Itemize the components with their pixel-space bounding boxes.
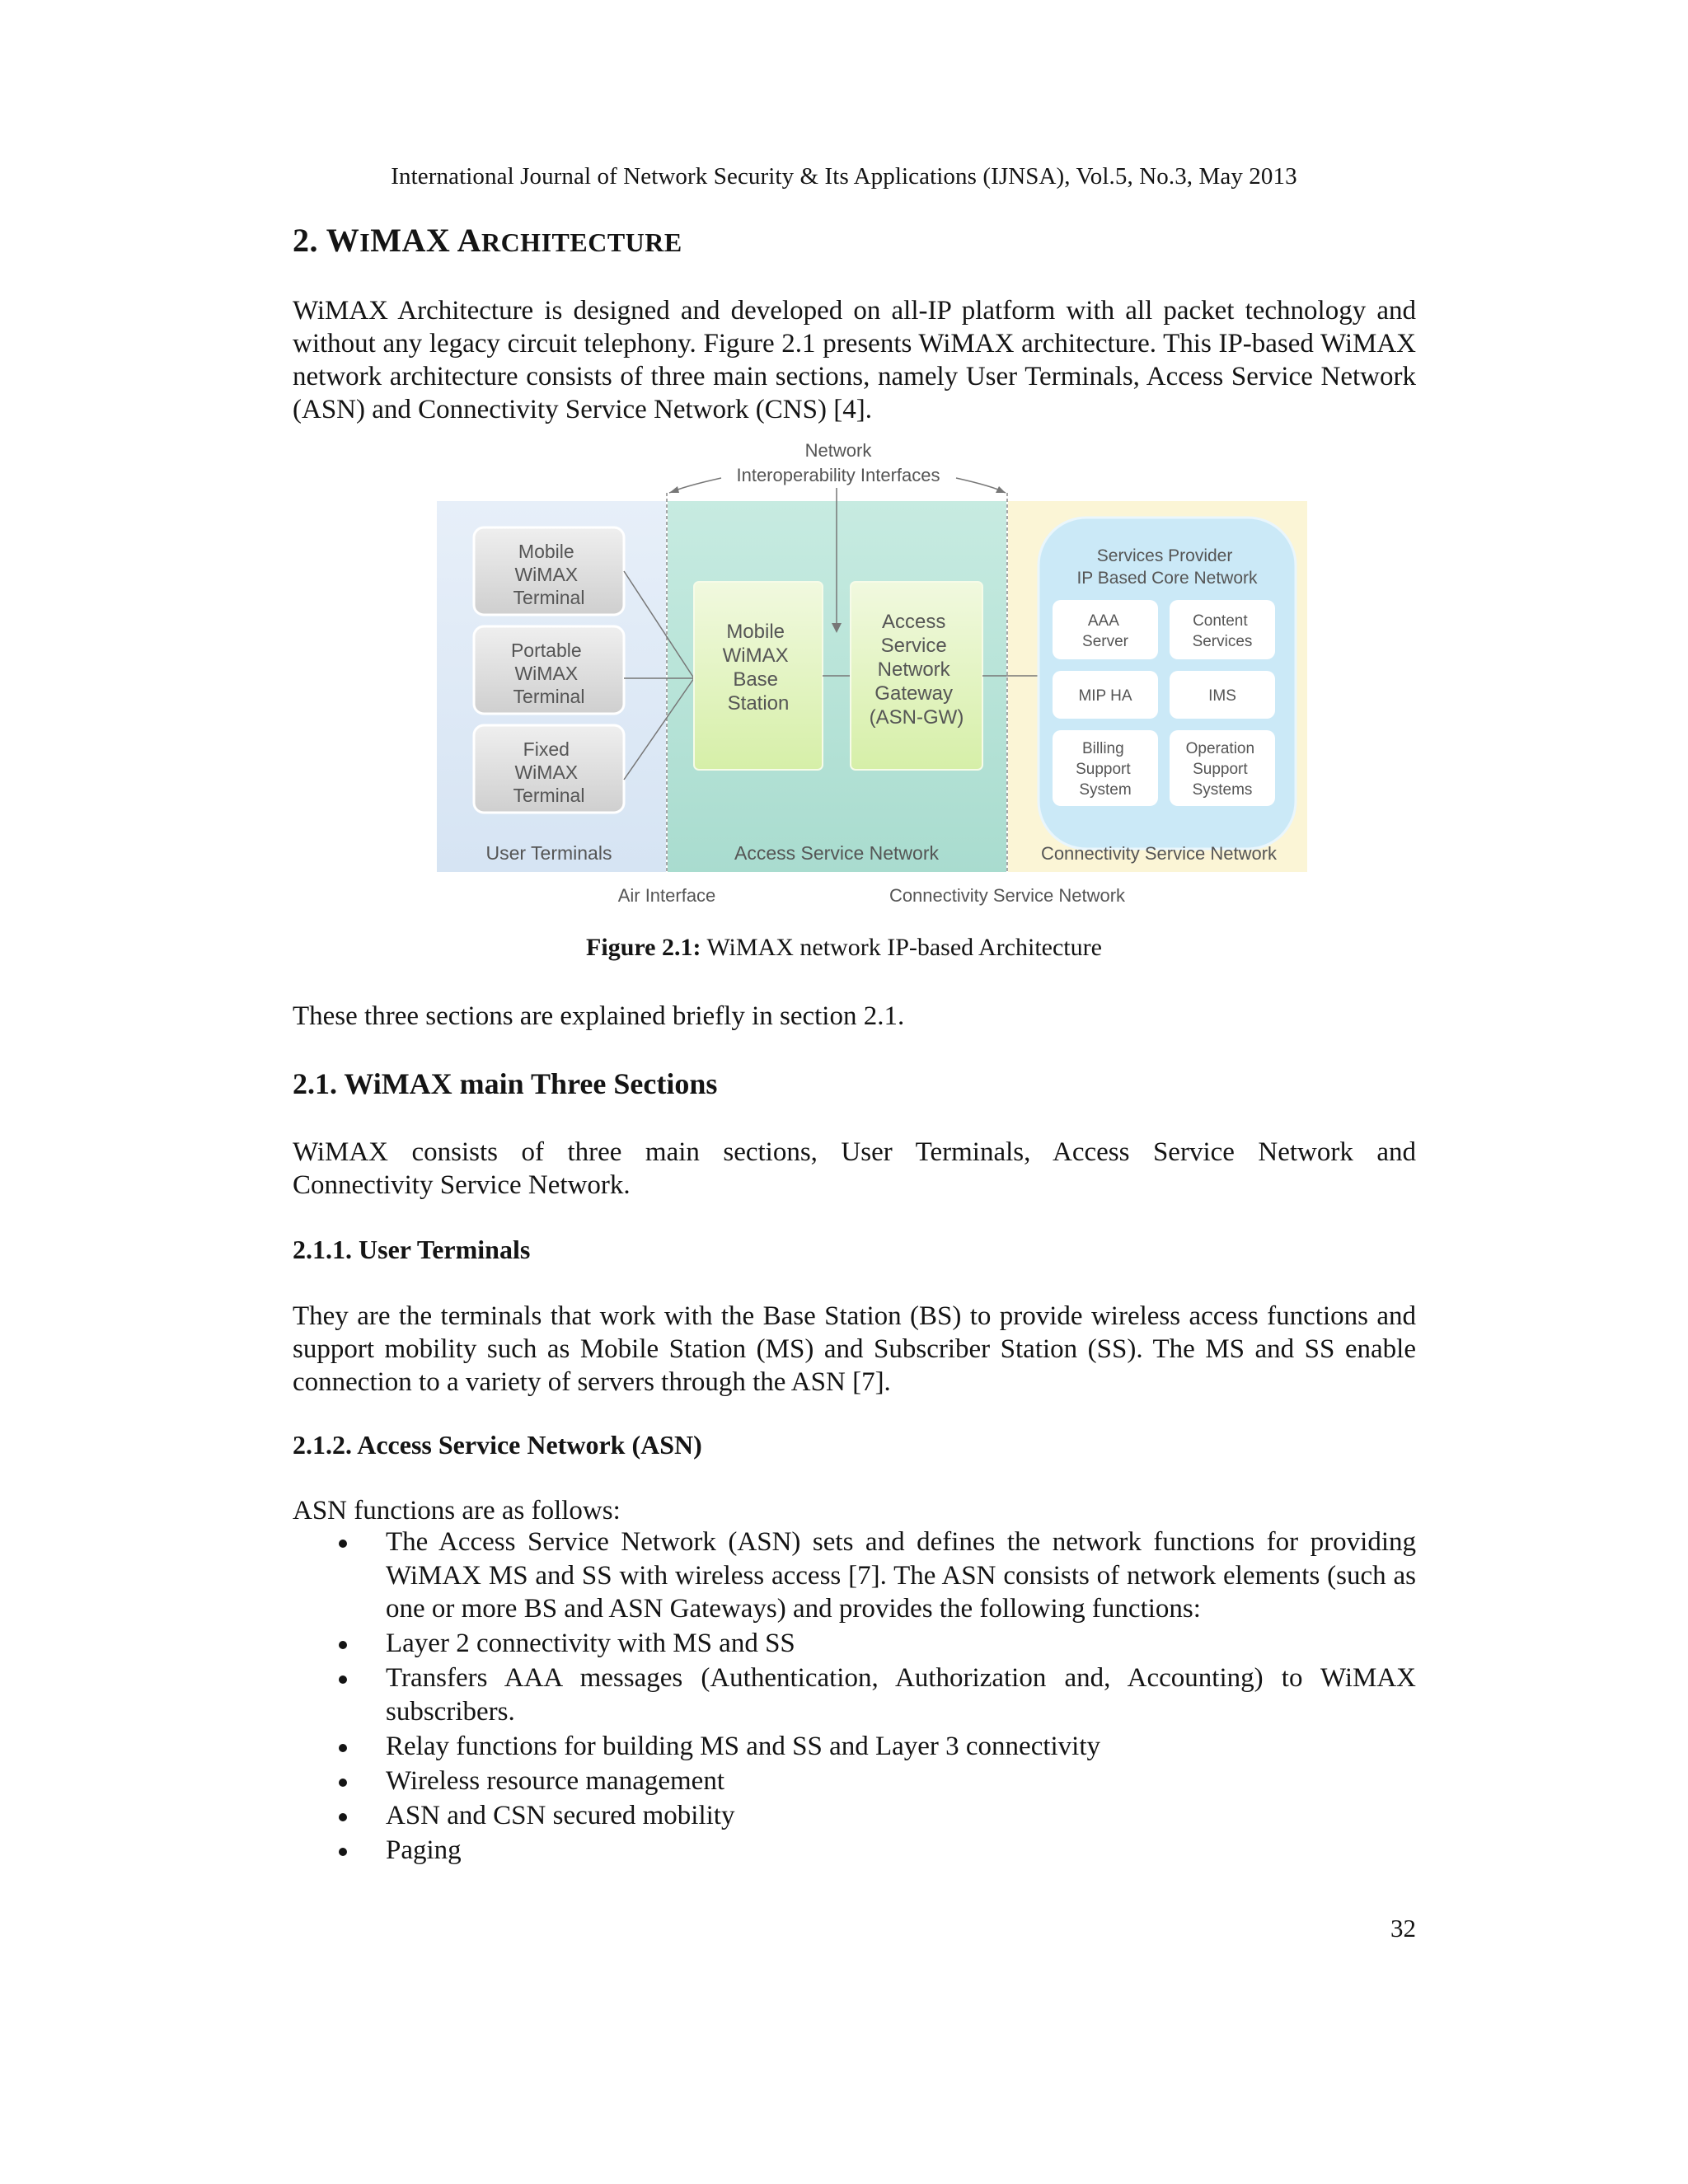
bottom-label-csn: Connectivity Service Network bbox=[889, 885, 1126, 906]
subsection-2-1-para-line-2: Connectivity Service Network. bbox=[293, 1170, 631, 1200]
ims-label: IMS bbox=[1208, 687, 1236, 705]
bullet-icon bbox=[339, 1641, 347, 1649]
section-title-i: I bbox=[359, 227, 371, 257]
subsection-2-1-1-title: 2.1.1. User Terminals bbox=[293, 1235, 531, 1264]
list-item bbox=[293, 1526, 1416, 1626]
list-item-text: Layer 2 connectivity with MS and SS bbox=[386, 1629, 795, 1658]
list-item-text: Transfers AAA messages (Authentication, Authorization and, Accounting) to WiMAX subscribers. bbox=[386, 1663, 1416, 1727]
billing-line-2: Support bbox=[1076, 761, 1131, 778]
aaa-line-2: Server bbox=[1082, 633, 1128, 650]
aaa-server-box bbox=[1053, 600, 1158, 659]
list-item bbox=[293, 1834, 1416, 1868]
list-item bbox=[293, 1627, 1416, 1661]
base-station-line-3: Base bbox=[733, 668, 779, 691]
bullet-icon bbox=[339, 1675, 347, 1684]
billing-line-1: Billing bbox=[1082, 740, 1124, 757]
fixed-terminal-line-3: Terminal bbox=[513, 785, 585, 806]
portable-terminal-line-1: Portable bbox=[510, 640, 582, 661]
gateway-line-2: Service bbox=[880, 635, 947, 657]
section-heading bbox=[293, 221, 682, 260]
base-station-line-1: Mobile bbox=[726, 621, 785, 643]
mobile-terminal-line-1: Mobile bbox=[518, 541, 574, 562]
list-item-text: Paging bbox=[386, 1835, 462, 1865]
section-number: 2. bbox=[293, 222, 318, 259]
sections-paragraph: These three sections are explained briefly in section 2.1. bbox=[293, 1001, 905, 1031]
top-label-interfaces: Interoperability Interfaces bbox=[736, 465, 940, 485]
aaa-line-1: AAA bbox=[1087, 612, 1118, 630]
base-station-line-4: Station bbox=[727, 692, 790, 715]
bullet-icon bbox=[339, 1813, 347, 1821]
subsection-2-1-title: 2.1. WiMAX main Three Sections bbox=[293, 1067, 718, 1100]
bottom-label-air-interface: Air Interface bbox=[617, 885, 716, 906]
svg-text:Operation Support Syst bbox=[1186, 740, 1259, 799]
gateway-line-5: (ASN-GW) bbox=[869, 706, 964, 729]
list-item-text: Wireless resource management bbox=[386, 1765, 724, 1796]
mip-ha-label: MIP HA bbox=[1078, 687, 1132, 705]
zone-label-asn: Access Service Network bbox=[734, 842, 939, 864]
portable-terminal-line-2: WiMAX bbox=[514, 663, 579, 684]
list-item-text: ASN and CSN secured mobility bbox=[386, 1800, 735, 1830]
base-station-line-2: WiMAX bbox=[722, 644, 789, 667]
running-header: International Journal of Network Security & Its Applications (IJNSA), Vol.5, No.3, May 2013 bbox=[391, 163, 1297, 190]
caption-text: WiMAX network IP-based Architecture bbox=[701, 934, 1102, 961]
list-item bbox=[293, 1730, 1416, 1764]
zone-label-csn: Connectivity Service Network bbox=[1040, 843, 1278, 864]
content-services-box bbox=[1170, 600, 1275, 659]
interface-arrow-left-head bbox=[669, 486, 679, 493]
subsection-2-1-1-para: They are the terminals that work with the Base Station (BS) to provide wireless access functions and support mobility such as Mobile Station (MS) and Subscriber Station (SS). The MS and SS enable connection to a variety of servers through the ASN [7]. bbox=[293, 1301, 1416, 1397]
asn-functions-list bbox=[293, 1526, 1416, 1868]
operation-line-3: Systems bbox=[1192, 781, 1253, 799]
asn-functions-intro: ASN functions are as follows: bbox=[293, 1496, 621, 1526]
core-title-line-2: IP Based Core Network bbox=[1076, 569, 1258, 588]
list-item bbox=[293, 1799, 1416, 1833]
core-title-line-1: Services Provider bbox=[1096, 546, 1233, 565]
content-line-2: Services bbox=[1192, 633, 1253, 650]
top-label-network: Network bbox=[804, 440, 872, 461]
content-line-1: Content bbox=[1193, 612, 1248, 630]
gateway-line-4: Gateway bbox=[874, 682, 954, 705]
section-title-w: W bbox=[326, 222, 360, 259]
operation-line-1: Operation bbox=[1185, 740, 1255, 757]
svg-text:Portable WiMAX Termina bbox=[511, 640, 587, 707]
list-item-text: The Access Service Network (ASN) sets and defines the network functions for providing WiMAX MS and SS with wireless access [7]. The ASN consists of network elements (such as one or more BS and ASN Gateways) and provides the following functions: bbox=[386, 1527, 1416, 1624]
svg-text:Mobile WiMAX Terminal bbox=[513, 541, 585, 608]
page-number: 32 bbox=[1390, 1914, 1416, 1943]
list-item bbox=[293, 1765, 1416, 1798]
bullet-icon bbox=[339, 1744, 347, 1752]
caption-label: Figure 2.1: bbox=[586, 934, 701, 961]
bullet-icon bbox=[339, 1540, 347, 1548]
gateway-line-1: Access bbox=[881, 611, 946, 633]
section-title-a: A bbox=[457, 222, 481, 259]
operation-line-2: Support bbox=[1193, 761, 1248, 778]
portable-terminal-line-3: Terminal bbox=[513, 686, 585, 707]
bullet-icon bbox=[339, 1779, 347, 1787]
fixed-terminal-line-1: Fixed bbox=[523, 738, 570, 760]
section-title-max: MAX bbox=[370, 222, 457, 259]
figure-caption bbox=[0, 934, 1688, 962]
list-item bbox=[293, 1661, 1416, 1728]
bullet-icon bbox=[339, 1848, 347, 1856]
fixed-terminal-line-2: WiMAX bbox=[514, 762, 579, 783]
subsection-2-1-para-line-1: WiMAX consists of three main sections, User Terminals, Access Service Network and bbox=[293, 1137, 1416, 1167]
mobile-terminal-line-3: Terminal bbox=[513, 587, 585, 608]
list-item-text: Relay functions for building MS and SS and Layer 3 connectivity bbox=[386, 1731, 1101, 1761]
wimax-architecture-figure bbox=[429, 435, 1315, 907]
gateway-line-3: Network bbox=[877, 658, 950, 681]
svg-text:Fixed WiMAX Terminal bbox=[513, 738, 585, 806]
svg-text:Billing Support System bbox=[1076, 740, 1135, 799]
svg-text:Access Service Network bbox=[870, 611, 964, 729]
intro-paragraph: WiMAX Architecture is designed and developed on all-IP platform with all packet technology and without any legacy circuit telephony. Figure 2.1 presents WiMAX architecture. This IP-based WiMAX network architecture consists of three main sections, namely User Terminals, Access Service Network (ASN) and Connectivity Service Network (CNS) [4]. bbox=[293, 296, 1416, 424]
subsection-2-1-2-title: 2.1.2. Access Service Network (ASN) bbox=[293, 1430, 702, 1460]
section-title-rchitecture: RCHITECTURE bbox=[481, 227, 682, 257]
mobile-terminal-line-2: WiMAX bbox=[514, 564, 579, 585]
zone-label-user-terminals: User Terminals bbox=[485, 842, 612, 864]
billing-line-3: System bbox=[1079, 781, 1132, 799]
